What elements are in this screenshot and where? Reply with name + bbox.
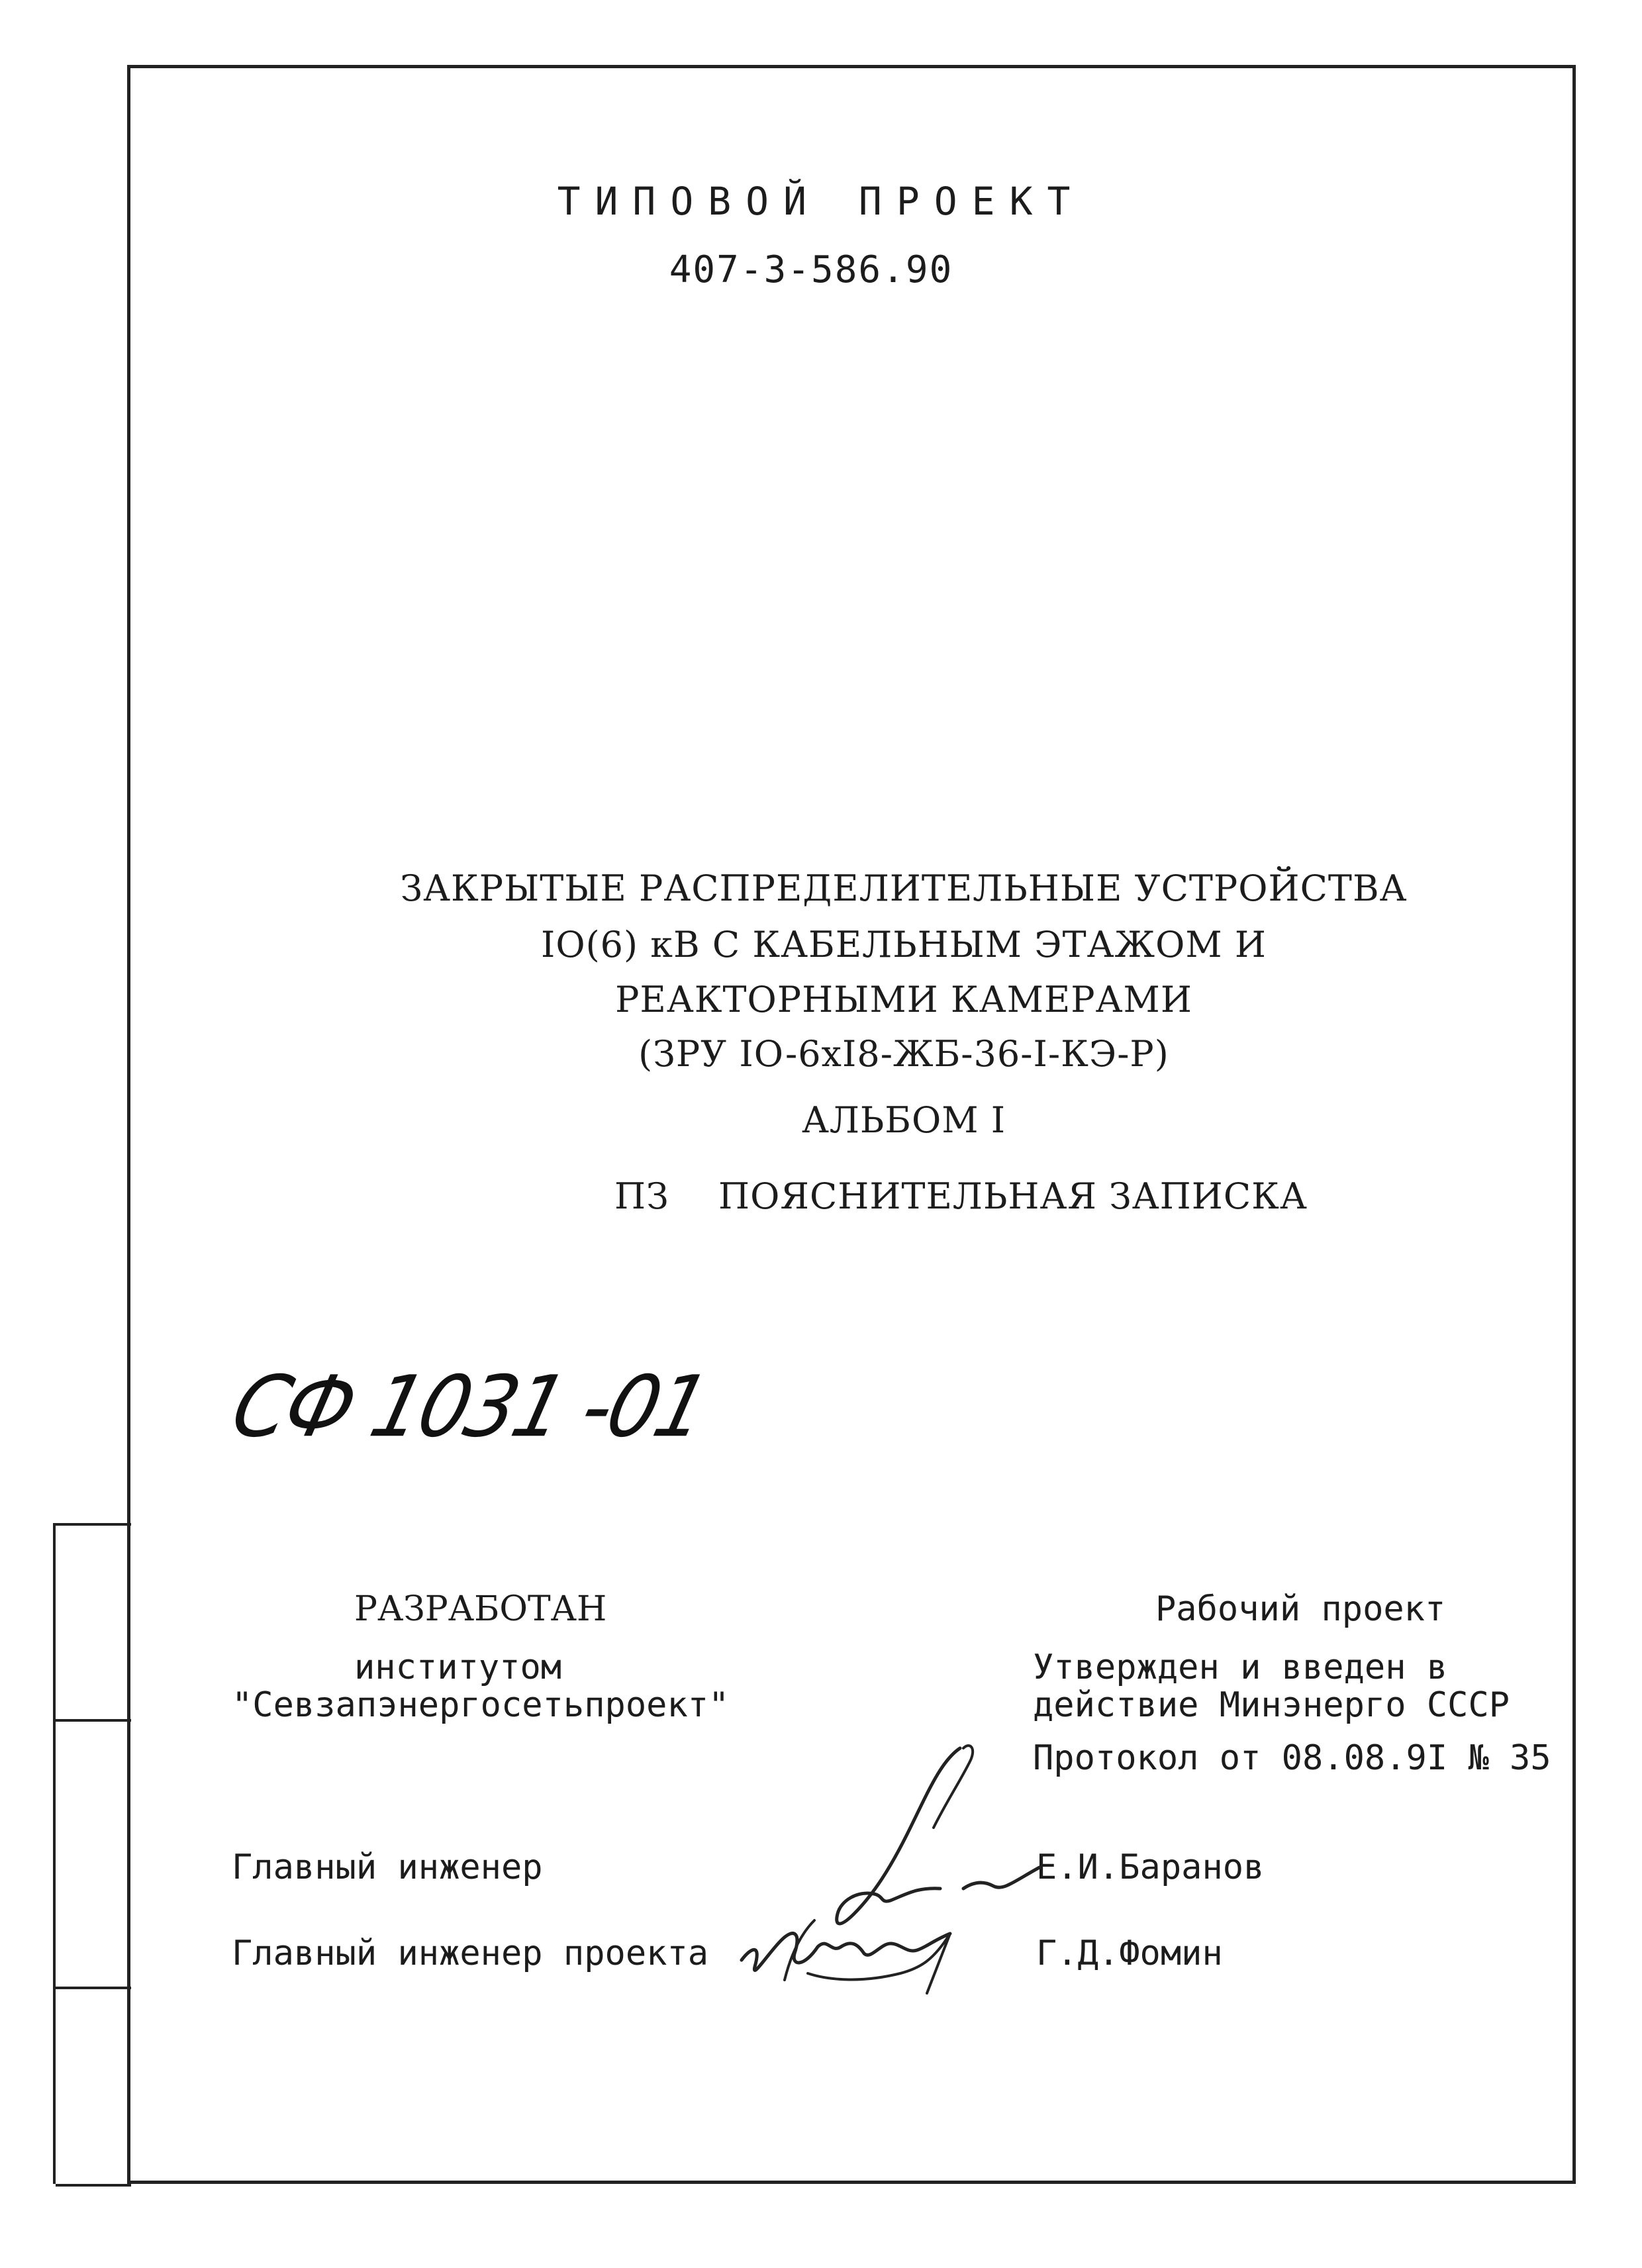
binding-divider <box>56 1523 131 1526</box>
title-line-2: IO(6) кВ С КАБЕЛЬНЫМ ЭТАЖОМ И <box>541 924 1267 965</box>
header-number: 407-3-586.90 <box>669 248 953 291</box>
binding-divider <box>56 1719 131 1722</box>
title-line-4: (ЗРУ IO-6хI8-ЖБ-36-I-КЭ-Р) <box>638 1033 1169 1075</box>
signature-project-engineer <box>728 1881 980 2013</box>
developer-label: РАЗРАБОТАН <box>354 1589 607 1629</box>
title-line-1: ЗАКРЫТЫЕ РАСПРЕДЕЛИТЕЛЬНЫЕ УСТРОЙСТВА <box>400 867 1408 909</box>
binding-margin-stamp <box>53 1523 128 2184</box>
signatory-role-project-engineer: Главный инженер проекта <box>232 1934 709 1973</box>
developer-institute: "Севзапэнергосетьпроект" <box>232 1685 730 1725</box>
approval-protocol: Протокол от 08.08.9I № 35 <box>1033 1738 1551 1778</box>
approval-status: Рабочий проект <box>1155 1589 1446 1629</box>
signatory-role-chief-engineer: Главный инженер <box>232 1848 543 1887</box>
section-name: ПОЯСНИТЕЛЬНАЯ ЗАПИСКА <box>718 1175 1308 1217</box>
developer-by: институтом <box>354 1648 562 1687</box>
signatory-name-chief-engineer: Е.И.Баранов <box>1036 1848 1265 1887</box>
binding-divider <box>56 1987 131 1989</box>
album-label: АЛЬБОМ I <box>801 1099 1006 1141</box>
approval-line-1: Утвержден и введен в <box>1033 1648 1448 1687</box>
approval-line-2: действие Минэнерго СССР <box>1033 1685 1510 1725</box>
binding-divider <box>56 2184 131 2187</box>
section-code: ПЗ <box>614 1175 669 1217</box>
signatory-name-project-engineer: Г.Д.Фомин <box>1036 1934 1223 1973</box>
handwritten-stamp-code: СФ 1031 -01 <box>222 1357 716 1456</box>
header-title: ТИПОВОЙ ПРОЕКТ <box>557 179 1085 224</box>
title-line-3: РЕАКТОРНЫМИ КАМЕРАМИ <box>615 979 1192 1020</box>
